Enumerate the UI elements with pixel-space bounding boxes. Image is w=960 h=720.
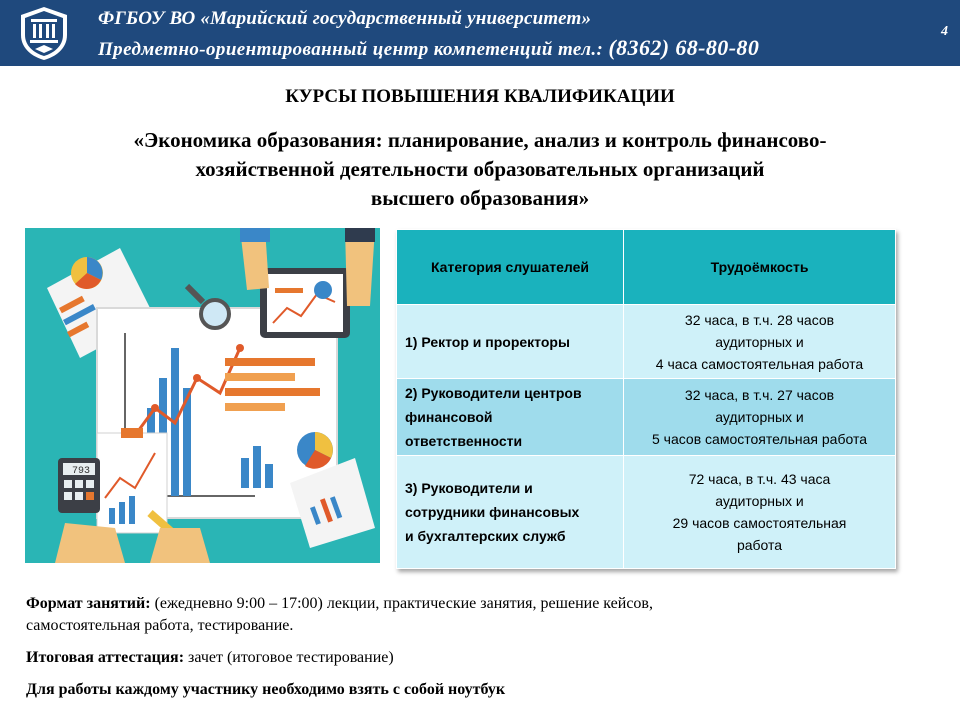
category-line: финансовой — [405, 409, 493, 425]
category-cell: 1) Ректор и проректоры — [397, 305, 624, 379]
category-cell — [397, 379, 624, 456]
format-text-continued: самостоятельная работа, тестирование. — [26, 617, 294, 634]
workload-line: 32 часа, в т.ч. 27 часов — [684, 387, 835, 403]
header-bar — [0, 0, 960, 66]
calculator-display: 793 — [71, 466, 90, 477]
course-title-line: хозяйственной деятельности образовательных организаций — [195, 157, 765, 181]
workload-line: работа — [736, 537, 783, 553]
finance-illustration — [25, 228, 380, 563]
phone-number[interactable]: (8362) 68-80-80 — [608, 35, 760, 60]
category-line: 2) Руководители центров — [405, 385, 582, 401]
university-name: ФГБОУ ВО «Марийский государственный университет» — [98, 8, 592, 29]
workload-table — [396, 229, 896, 569]
category-line: ответственности — [405, 433, 523, 449]
attestation-paragraph — [26, 647, 936, 669]
category-line: 3) Руководители и — [405, 480, 533, 496]
table-header-row — [397, 230, 896, 305]
attestation-label: Итоговая аттестация: — [26, 649, 185, 666]
workload-cell — [624, 305, 896, 379]
column-header-category: Категория слушателей — [397, 230, 624, 305]
workload-cell — [624, 379, 896, 456]
category-line: и бухгалтерских служб — [405, 528, 566, 544]
workload-line: аудиторных и — [715, 409, 804, 425]
workload-line: аудиторных и — [715, 493, 804, 509]
page-title: КУРСЫ ПОВЫШЕНИЯ КВАЛИФИКАЦИИ — [285, 86, 675, 107]
center-name: Предметно-ориентированный центр компетенций тел.: — [98, 39, 609, 60]
course-title — [40, 126, 920, 213]
university-logo-icon — [17, 5, 71, 61]
course-title-line: высшего образования» — [370, 186, 590, 210]
workload-cell — [624, 456, 896, 569]
workload-line: 72 часа, в т.ч. 43 часа — [688, 471, 831, 487]
slide-number: 4 — [941, 24, 948, 39]
workload-line: 4 часа самостоятельная работа — [655, 355, 864, 372]
format-label: Формат занятий: — [26, 595, 151, 612]
category-line: сотрудники финансовых — [405, 504, 580, 520]
table-row — [397, 305, 896, 379]
attestation-text: зачет (итоговое тестирование) — [184, 649, 394, 666]
category-cell — [397, 456, 624, 569]
course-title-line: «Экономика образования: планирование, анализ и контроль финансово- — [133, 128, 827, 152]
format-paragraph — [26, 593, 936, 637]
column-header-workload: Трудоёмкость — [624, 230, 896, 305]
table-row — [397, 456, 896, 569]
workload-line: 32 часа, в т.ч. 28 часов — [684, 311, 835, 328]
workload-line: аудиторных и — [715, 333, 804, 350]
laptop-notice: Для работы каждому участнику необходимо взять с собой ноутбук — [26, 681, 506, 698]
center-contact — [98, 35, 759, 61]
table-row — [397, 379, 896, 456]
format-text: (ежедневно 9:00 – 17:00) лекции, практические занятия, решение кейсов, — [150, 595, 653, 612]
workload-line: 5 часов самостоятельная работа — [652, 431, 867, 447]
workload-line: 29 часов самостоятельная — [672, 515, 847, 531]
